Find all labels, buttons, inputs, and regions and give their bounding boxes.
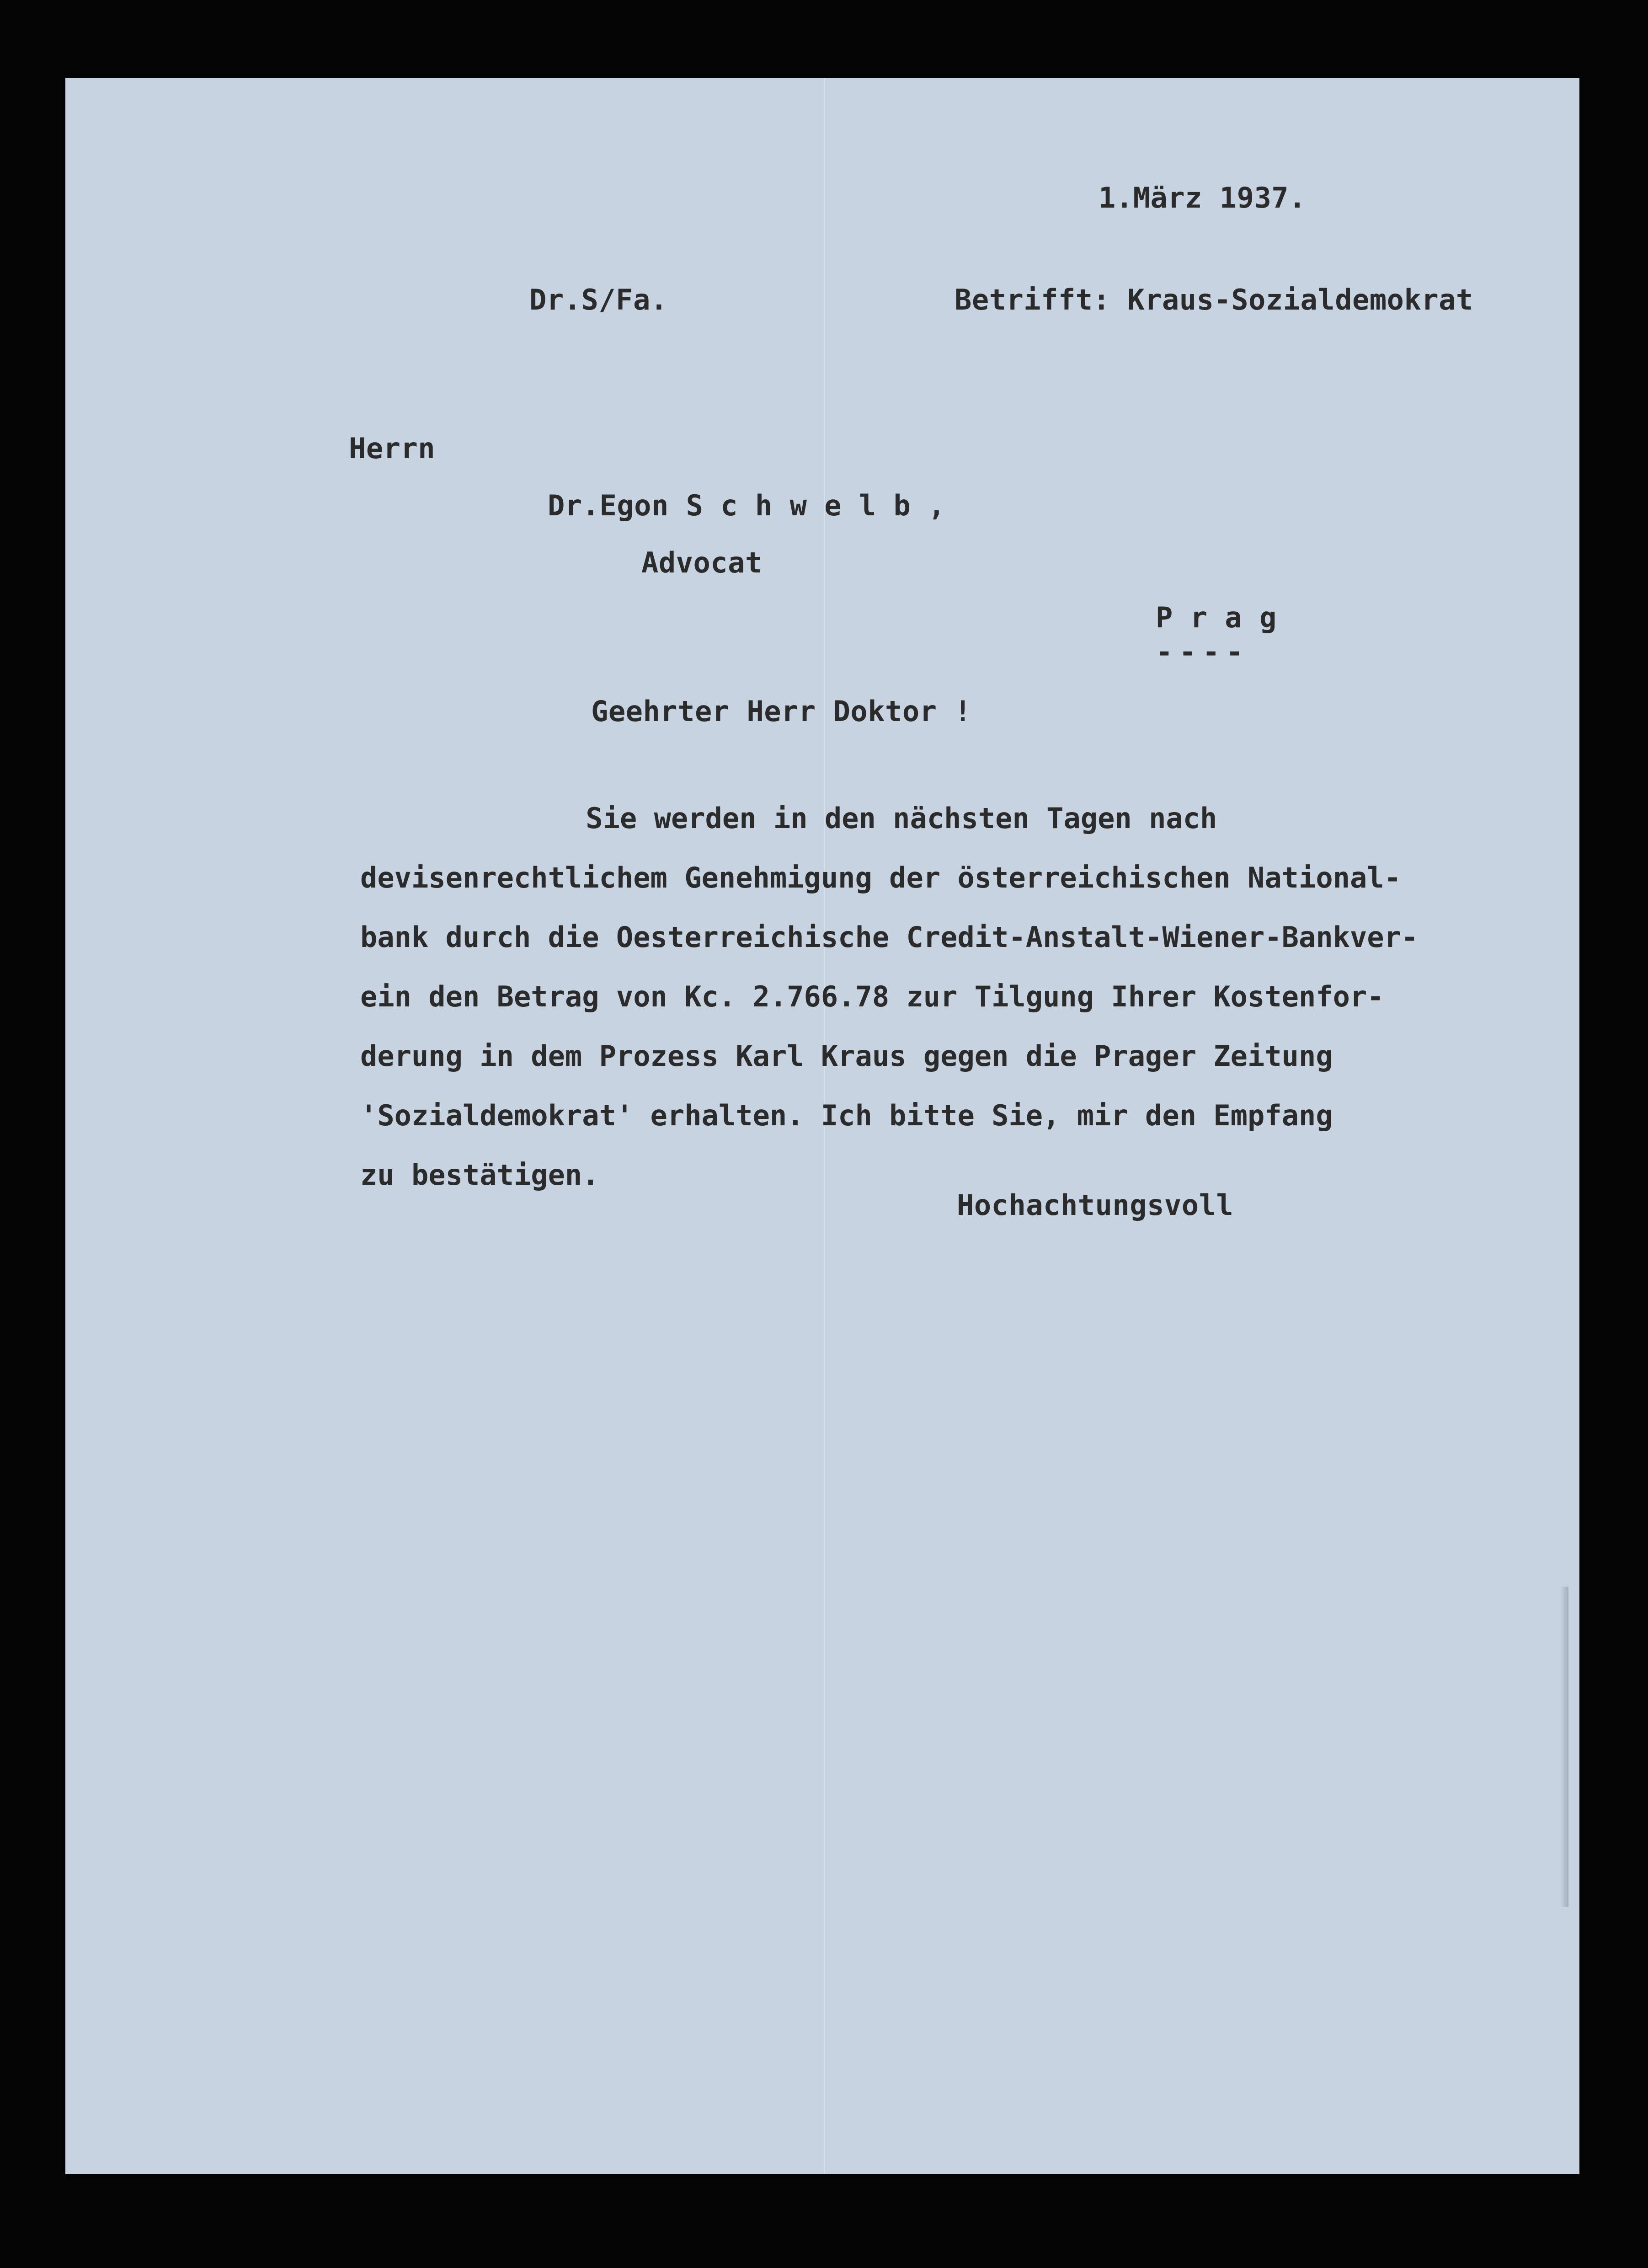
recipient-city: P r a g [1156, 601, 1277, 634]
body-line: Sie werden in den nächsten Tagen nach [415, 802, 1217, 835]
body-line: zu bestätigen. [360, 1158, 599, 1192]
letter-closing: Hochachtungsvoll [957, 1188, 1234, 1222]
body-line: 'Sozialdemokrat' erhalten. Ich bitte Sie, mir den Empfang [360, 1099, 1333, 1132]
body-line: bank durch die Oesterreichische Credit-Anstalt-Wiener-Bankver- [360, 920, 1419, 954]
letter-date: 1.März 1937. [1099, 181, 1306, 214]
letter-greeting: Geehrter Herr Doktor ! [591, 695, 972, 728]
recipient-name: Dr.Egon S c h w e l b , [548, 489, 946, 522]
body-line: derung in dem Prozess Karl Kraus gegen die Prager Zeitung [360, 1039, 1333, 1073]
recipient-salutation: Herrn [349, 432, 436, 465]
body-line: devisenrechtlichem Genehmigung der österreichischen National- [360, 861, 1401, 894]
subject-line: Betrifft: Kraus-Sozialdemokrat [955, 283, 1473, 316]
reference-code: Dr.S/Fa. [529, 283, 668, 316]
recipient-title: Advocat [641, 546, 763, 579]
letter-page [65, 78, 1579, 2174]
body-line: ein den Betrag von Kc. 2.766.78 zur Tilgung Ihrer Kostenfor- [360, 980, 1384, 1013]
city-underline: ---- [1156, 635, 1250, 669]
letter-body [360, 789, 1419, 1205]
